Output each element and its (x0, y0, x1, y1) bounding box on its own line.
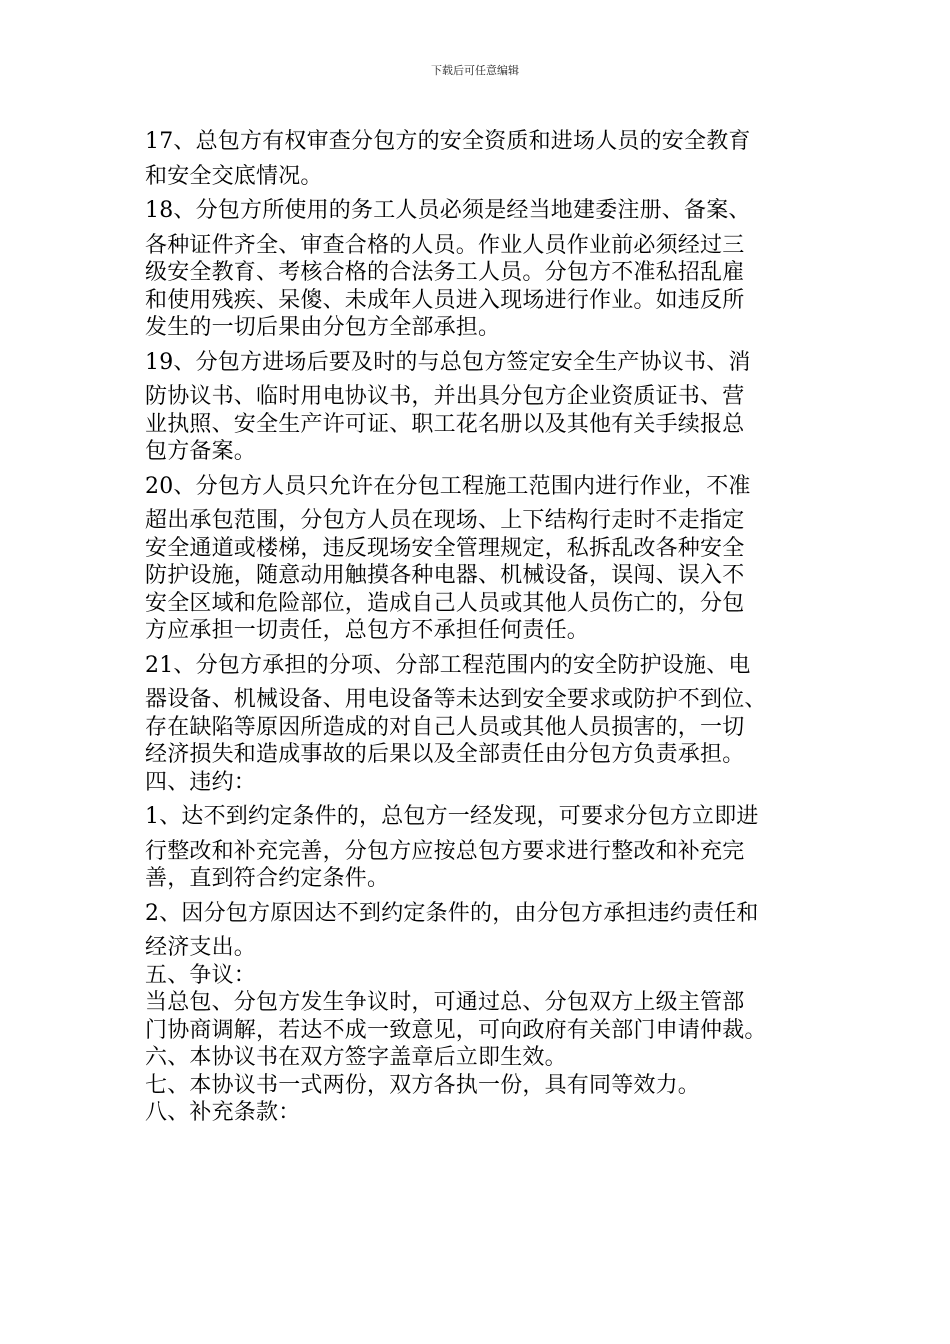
text-line: 经济损失和造成事故的后果以及全部责任由分包方负责承担。 (145, 742, 745, 767)
text-line: 19、分包方进场后要及时的与总包方签定安全生产协议书、消 (145, 349, 751, 375)
text-line: 级安全教育、考核合格的合法务工人员。分包方不准私招乱雇 (145, 260, 745, 285)
text-line: 六、本协议书在双方签字盖章后立即生效。 (145, 1045, 567, 1070)
text-line: 经济支出。 (145, 935, 257, 960)
text-line: 和使用残疾、呆傻、未成年人员进入现场进行作业。如违反所 (145, 287, 745, 313)
text-line: 21、分包方承担的分项、分部工程范围内的安全防护设施、电 (145, 652, 751, 678)
document-body (145, 128, 815, 1127)
text-line: 安全通道或楼梯，违反现场安全管理规定，私拆乱改各种安全 (145, 535, 745, 561)
text-line: 安全区域和危险部位，造成自己人员或其他人员伤亡的，分包 (145, 590, 745, 616)
text-line: 防护设施，随意动用触摸各种电器、机械设备，误闯、误入不 (145, 563, 745, 588)
text-line: 当总包、分包方发生争议时，可通过总、分包双方上级主管部 (145, 990, 745, 1015)
text-line: 器设备、机械设备、用电设备等未达到安全要求或防护不到位、 (145, 687, 767, 712)
page-header: 下载后可任意编辑 (431, 64, 519, 77)
text-line: 包方备案。 (145, 439, 257, 464)
text-line: 发生的一切后果由分包方全部承担。 (145, 315, 501, 340)
text-line: 善，直到符合约定条件。 (145, 866, 390, 891)
text-line: 七、本协议书一式两份，双方各执一份，具有同等效力。 (145, 1072, 701, 1098)
text-line: 防协议书、临时用电协议书，并出具分包方企业资质证书、营 (145, 384, 745, 409)
text-line: 门协商调解，若达不成一致意见，可向政府有关部门申请仲裁。 (145, 1017, 767, 1043)
text-line: 业执照、安全生产许可证、职工花名册以及其他有关手续报总 (145, 411, 745, 437)
text-line: 2、因分包方原因达不到约定条件的，由分包方承担违约责任和 (145, 900, 759, 926)
text-line: 方应承担一切责任，总包方不承担任何责任。 (145, 618, 590, 643)
text-line: 各种证件齐全、审查合格的人员。作业人员作业前必须经过三 (145, 232, 745, 258)
text-line: 行整改和补充完善，分包方应按总包方要求进行整改和补充完 (145, 838, 745, 864)
text-line: 超出承包范围，分包方人员在现场、上下结构行走时不走指定 (145, 508, 745, 533)
text-line: 17、总包方有权审查分包方的安全资质和进场人员的安全教育 (145, 129, 751, 154)
text-line: 四、违约： (145, 769, 257, 795)
text-line: 存在缺陷等原因所造成的对自己人员或其他人员损害的，一切 (145, 714, 745, 740)
text-line: 和安全交底情况。 (145, 163, 323, 189)
text-line: 18、分包方所使用的务工人员必须是经当地建委注册、备案、 (145, 198, 751, 223)
text-line: 五、争议： (145, 962, 257, 988)
text-line: 八、补充条款： (145, 1100, 301, 1125)
text-line: 20、分包方人员只允许在分包工程施工范围内进行作业，不准 (145, 473, 751, 499)
text-line: 1、达不到约定条件的，总包方一经发现，可要求分包方立即进 (145, 804, 759, 829)
